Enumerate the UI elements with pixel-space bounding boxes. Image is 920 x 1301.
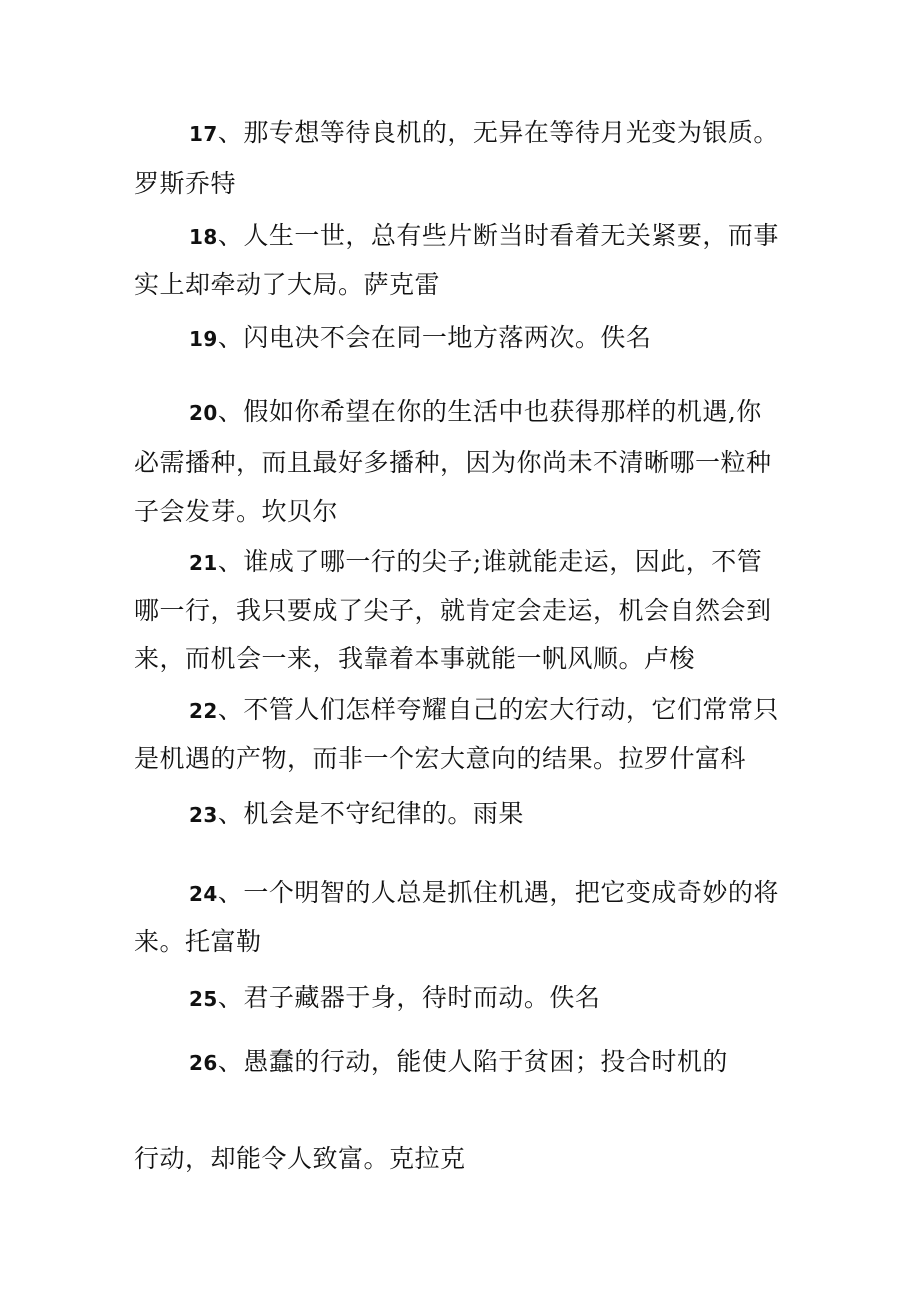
- quote-number: 26: [189, 1051, 218, 1075]
- quote-26-line-2: 行动，却能令人致富。克拉克: [134, 1144, 466, 1173]
- quote-21-line-2: 哪一行，我只要成了尖子，就肯定会走运，机会自然会到: [134, 596, 772, 625]
- quote-24-line-2: 来。托富勒: [134, 927, 262, 956]
- quote-18-line-1: [189, 220, 849, 253]
- quote-number: 24: [189, 882, 218, 906]
- quote-text: 、君子藏器于身，待时而动。佚名: [217, 983, 601, 1012]
- quote-number: 23: [189, 803, 218, 827]
- quote-text: 、谁成了哪一行的尖子;谁就能走运，因此，不管: [217, 547, 763, 576]
- quote-number: 19: [189, 327, 218, 351]
- quote-number: 17: [189, 122, 218, 146]
- quote-20-line-2: 必需播种，而且最好多播种，因为你尚未不清晰哪一粒种: [134, 448, 772, 477]
- quote-20-line-3: 子会发芽。坎贝尔: [134, 497, 339, 526]
- quote-text: 、人生一世，总有些片断当时看着无关紧要，而事: [217, 221, 779, 250]
- quote-text: 、那专想等待良机的，无异在等待月光变为银质。: [217, 118, 779, 147]
- quote-number: 18: [189, 225, 218, 249]
- quote-text: 、假如你希望在你的生活中也获得那样的机遇,你: [217, 397, 762, 426]
- quote-text: 、闪电决不会在同一地方落两次。佚名: [217, 323, 652, 352]
- quote-number: 25: [189, 987, 218, 1011]
- quote-number: 20: [189, 401, 218, 425]
- quote-24-line-1: [189, 877, 849, 910]
- quote-22-line-2: 是机遇的产物，而非一个宏大意向的结果。拉罗什富科: [134, 744, 747, 773]
- quote-17-line-2: 罗斯乔特: [134, 169, 237, 198]
- quote-text: 、一个明智的人总是抓住机遇，把它变成奇妙的将: [217, 878, 779, 907]
- quote-number: 22: [189, 699, 218, 723]
- quote-21-line-1: [189, 546, 849, 579]
- quote-21-line-3: 来，而机会一来，我靠着本事就能一帆风顺。卢梭: [134, 644, 696, 673]
- quote-17-line-1: [189, 117, 849, 150]
- quote-18-line-2: 实上却牵动了大局。萨克雷: [134, 270, 441, 299]
- quote-25-line-1: [189, 982, 849, 1015]
- quote-22-line-1: [189, 694, 849, 727]
- quote-19-line-1: [189, 322, 849, 355]
- quote-26-line-1: [189, 1046, 849, 1079]
- quote-20-line-1: [189, 396, 849, 429]
- quote-23-line-1: [189, 798, 849, 831]
- quote-text: 、不管人们怎样夸耀自己的宏大行动，它们常常只: [217, 695, 779, 724]
- quote-number: 21: [189, 551, 218, 575]
- quote-text: 、愚蠢的行动，能使人陷于贫困；投合时机的: [217, 1047, 728, 1076]
- quote-text: 、机会是不守纪律的。雨果: [217, 799, 524, 828]
